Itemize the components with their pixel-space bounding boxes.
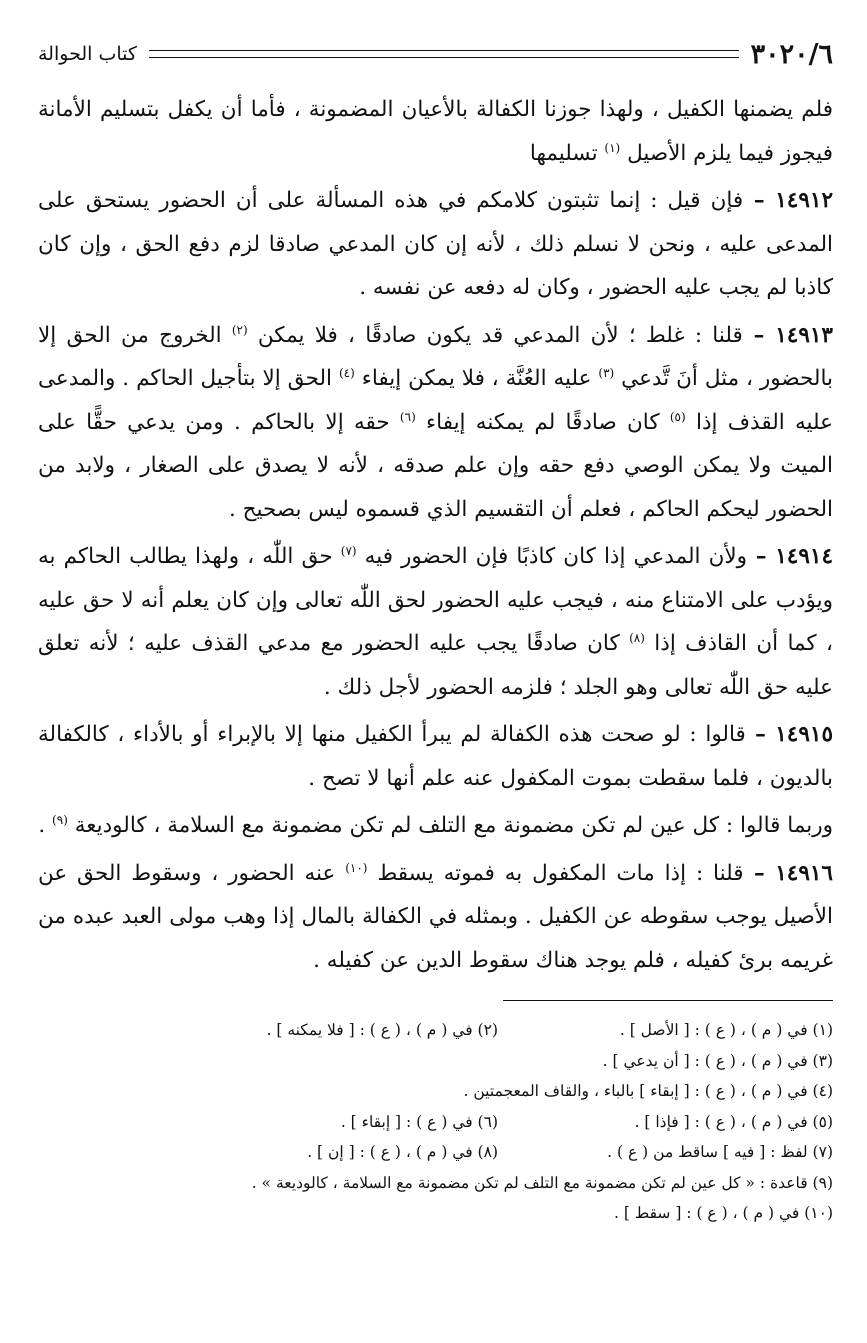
paragraph-text: تسليمها <box>529 140 605 166</box>
footnote: (٧) لفظ : [ فيه ] ساقط من ( ع ) . <box>607 1143 833 1161</box>
footnote-row <box>38 1137 833 1168</box>
footnote: (٩) قاعدة : « كل عين لم تكن مضمونة مع التلف لم تكن مضمونة مع السلامة ، كالوديعة » . <box>251 1173 833 1192</box>
paragraph-number: ١٤٩١٤ – <box>747 544 833 569</box>
paragraph-text: قالوا : لو صحت هذه الكفالة لم يبرأ الكفيل منها إلا بالإبراء أو بالأداء ، كالكفالة بالديون ، فلما سقطت بموت المكفول عنه علم أنها لا تصح . <box>38 722 833 791</box>
footnote-row <box>38 1046 833 1077</box>
paragraph <box>38 88 833 175</box>
paragraph <box>38 804 833 848</box>
book-title: كتاب الحوالة <box>38 43 137 65</box>
header-double-rule <box>149 50 739 58</box>
footnote-marker: (٣) <box>598 365 615 380</box>
footnote: (٤) في ( م ) ، ( ع ) : [ إبقاء ] بالباء ، والقاف المعجمتين . <box>463 1082 833 1100</box>
footnote: (١٠) في ( م ) ، ( ع ) : [ سقط ] . <box>614 1204 833 1222</box>
paragraph-text: كان صادقًا لم يمكنه إيفاء <box>415 409 670 435</box>
footnote-row <box>38 1198 833 1229</box>
book-page <box>38 34 833 1229</box>
footnote-row <box>38 1107 833 1138</box>
paragraph-text: الخروج من الحق إلا بالحضور ، مثل أنَ تَّدعي <box>38 322 834 391</box>
footnotes <box>38 1015 833 1229</box>
paragraph-number: ١٤٩١٣ – <box>742 322 833 348</box>
footnote: (٨) في ( م ) ، ( ع ) : [ إن ] . <box>307 1143 498 1161</box>
paragraph <box>38 713 833 800</box>
paragraph-text: فإن قيل : إنما تثبتون كلامكم في هذه المسألة على أن الحضور يستحق على المدعى عليه ، ونحن لا نسلم ذلك ، لأنه إن كان المدعي صادقا لزم دفع الحق ، وإن كان كاذبا لم يجب عليه الحضور ، وكان له دفعه عن نفسه . <box>38 188 833 300</box>
paragraph <box>38 179 833 310</box>
footnote-marker: (٦) <box>399 409 416 424</box>
paragraph-text: كان صادقًا يجب عليه الحضور مع مدعي القذف عليه ؛ لأنه تعلق عليه حق اللّٰه تعالى وهو الجلد ؛ فلزمه الحضور لأجل ذلك . <box>38 631 833 700</box>
footnote-marker: (٥) <box>669 409 686 424</box>
footnote-marker: (١) <box>604 140 621 155</box>
paragraph-text: قلنا : غلط ؛ لأن المدعي قد يكون صادقًا ، فلا يمكن <box>247 322 743 348</box>
paragraph-text: الحق إلا بتأجيل الحاكم . والمدعى عليه القذف إذا <box>38 366 833 435</box>
footnote-marker: (٩) <box>52 812 68 827</box>
paragraph-number: ١٤٩١٦ – <box>743 860 833 886</box>
footnote: (٢) في ( م ) ، ( ع ) : [ فلا يمكنه ] . <box>266 1021 498 1039</box>
paragraph-text: قلنا : إذا مات المكفول به فموته يسقط <box>367 860 744 886</box>
footnote-marker: (٤) <box>338 365 355 380</box>
page-number: ٣٠٢٠/٦ <box>750 38 833 70</box>
paragraph <box>38 535 833 709</box>
footnote: (١) في ( م ) ، ( ع ) : [ الأصل ] . <box>619 1021 833 1039</box>
paragraph-number: ١٤٩١٥ – <box>745 722 833 747</box>
footnote: (٦) في ( ع ) : [ إبقاء ] . <box>340 1112 498 1131</box>
main-text <box>38 88 833 982</box>
paragraph-text: وربما قالوا : كل عين لم تكن مضمونة مع التلف لم تكن مضمونة مع السلامة ، كالوديعة <box>67 813 833 838</box>
paragraph-text: حقه إلا بالحاكم . ومن يدعي حقًّا على الميت ولا يمكن الوصي دفع حقه وإن علم صدقه ، لأنه لا يصدق على الصغار ، ولابد من الحضور ليحكم الحاكم ، فعلم أن التقسيم الذي قسموه ليس بصحيح . <box>38 409 833 522</box>
paragraph-text: ولأن المدعي إذا كان كاذبًا فإن الحضور فيه <box>356 544 748 569</box>
footnote-row <box>38 1168 833 1199</box>
footnote-marker: (٧) <box>340 543 357 558</box>
footnote-separator <box>503 1000 833 1001</box>
paragraph-text: عليه العُنَّة ، فلا يمكن إيفاء <box>354 366 599 391</box>
paragraph <box>38 852 833 983</box>
footnote-marker: (٨) <box>629 630 645 645</box>
paragraph-text: عنه الحضور ، وسقوط الحق عن الأصيل يوجب سقوطه عن الكفيل . وبمثله في الكفالة بالمال إذا وهب مولى العبد عبده من غريمه برئ كفيله ، فلم يوجد هناك سقوط الدين عن كفيله . <box>38 860 833 973</box>
footnote-marker: (١٠) <box>345 860 368 875</box>
footnote-row <box>38 1076 833 1107</box>
footnote: (٥) في ( م ) ، ( ع ) : [ فإذا ] . <box>634 1112 833 1131</box>
paragraph-text: . <box>38 813 53 838</box>
paragraph-text: فلم يضمنها الكفيل ، ولهذا جوزنا الكفالة بالأعيان المضمونة ، فأما أن يكفل بتسليم الأمانة فيجوز فيما يلزم الأصيل <box>38 97 833 166</box>
paragraph-number: ١٤٩١٢ – <box>743 188 833 213</box>
footnote: (٣) في ( م ) ، ( ع ) : [ أن يدعي ] . <box>602 1051 833 1070</box>
running-header <box>38 34 833 74</box>
footnote-marker: (٢) <box>231 322 248 337</box>
footnote-row <box>38 1015 833 1046</box>
paragraph-text: حق اللّٰه ، ولهذا يطالب الحاكم به ويؤدب على الامتناع منه ، فيجب عليه الحضور لحق اللّٰه تعالى وإن كان يعلم أنه لا حق عليه ، كما أن القاذف إذا <box>38 544 833 656</box>
paragraph <box>38 314 833 532</box>
